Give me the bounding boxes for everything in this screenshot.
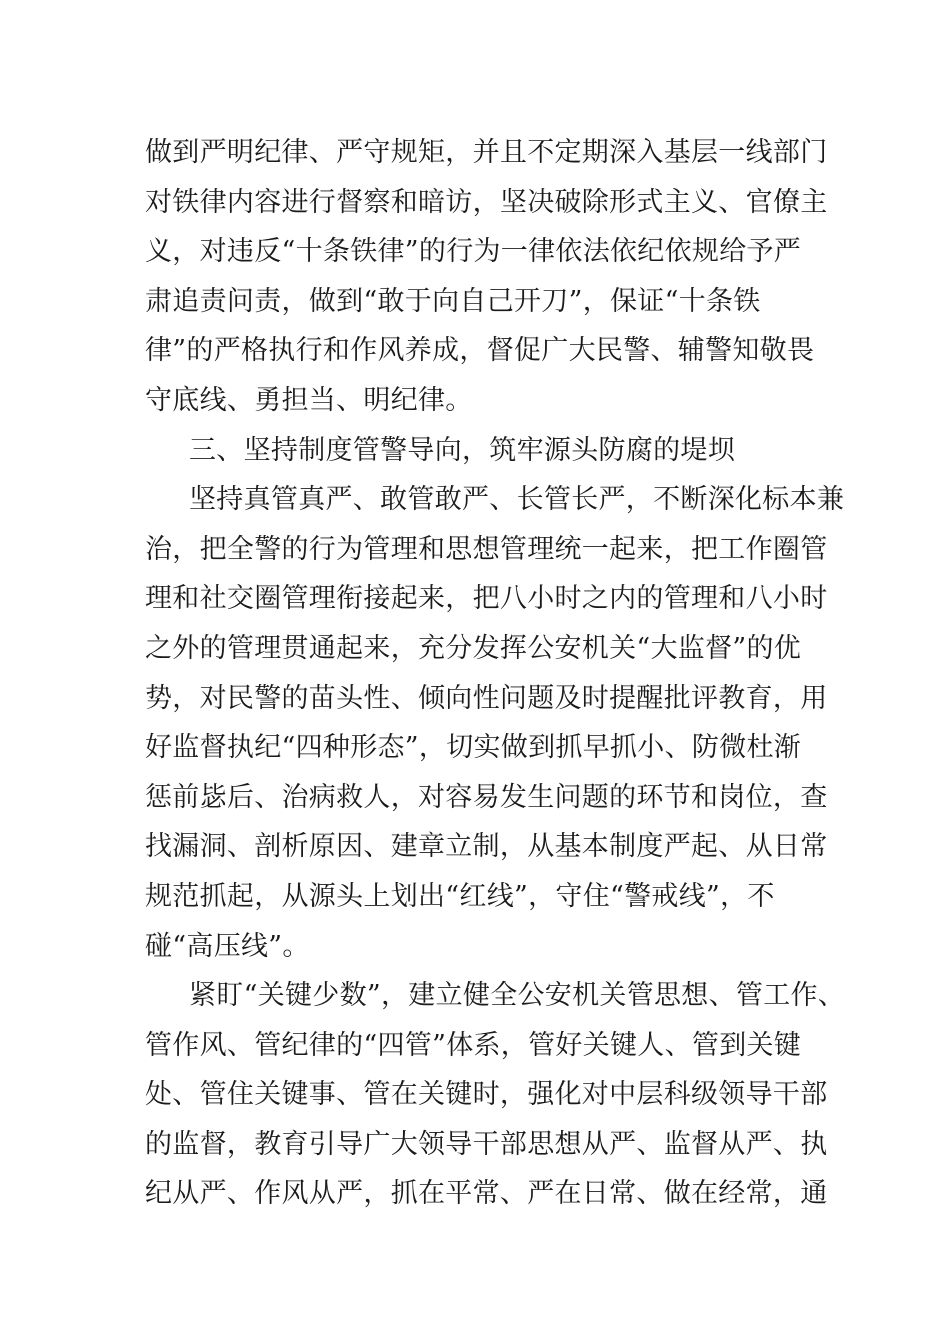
text-line: 律”的严格执行和作风养成，督促广大民警、辅警知敬畏: [145, 335, 815, 367]
text-line: 势，对民警的苗头性、倾向性问题及时提醒批评教育，用: [145, 682, 828, 714]
text-line: 管作风、管纪律的“四管”体系，管好关键人、管到关键: [145, 1029, 802, 1061]
text-line: 碰“高压线”。: [145, 930, 310, 962]
section-heading: 三、坚持制度管警导向，筑牢源头防腐的堤坝: [189, 434, 735, 466]
text-line: 纪从严、作风从严，抓在平常、严在日常、做在经常，通: [145, 1178, 828, 1210]
text-line: 守底线、勇担当、明纪律。: [145, 384, 473, 416]
text-line: 规范抓起，从源头上划出“红线”，守住“警戒线”，不: [145, 880, 775, 912]
text-line: 治，把全警的行为管理和思想管理统一起来，把工作圈管: [145, 533, 828, 565]
text-line: 理和社交圈管理衔接起来，把八小时之内的管理和八小时: [145, 583, 828, 615]
text-line: 义，对违反“十条铁律”的行为一律依法依纪依规给予严: [145, 236, 802, 268]
text-line: 做到严明纪律、严守规矩，并且不定期深入基层一线部门: [145, 137, 828, 168]
text-line: 找漏洞、剖析原因、建章立制，从基本制度严起、从日常: [145, 831, 828, 863]
text-line: 之外的管理贯通起来，充分发挥公安机关“大监督”的优: [145, 632, 802, 664]
text-line: 好监督执纪“四种形态”，切实做到抓早抓小、防微杜渐: [145, 732, 802, 764]
document-body: [145, 128, 846, 1219]
text-line: 对铁律内容进行督察和暗访，坚决破除形式主义、官僚主: [145, 186, 828, 218]
paragraph-first-line: 坚持真管真严、敢管敢严、长管长严，不断深化标本兼: [189, 484, 845, 516]
text-line: 处、管住关键事、管在关键时，强化对中层科级领导干部: [145, 1079, 828, 1111]
text-line: 肃追责问责，做到“敢于向自己开刀”，保证“十条铁: [145, 285, 761, 317]
text-line: 的监督，教育引导广大领导干部思想从严、监督从严、执: [145, 1128, 828, 1160]
paragraph-first-line: 紧盯“关键少数”，建立健全公安机关管思想、管工作、: [189, 980, 846, 1012]
text-line: 惩前毖后、治病救人，对容易发生问题的环节和岗位，查: [145, 781, 828, 813]
